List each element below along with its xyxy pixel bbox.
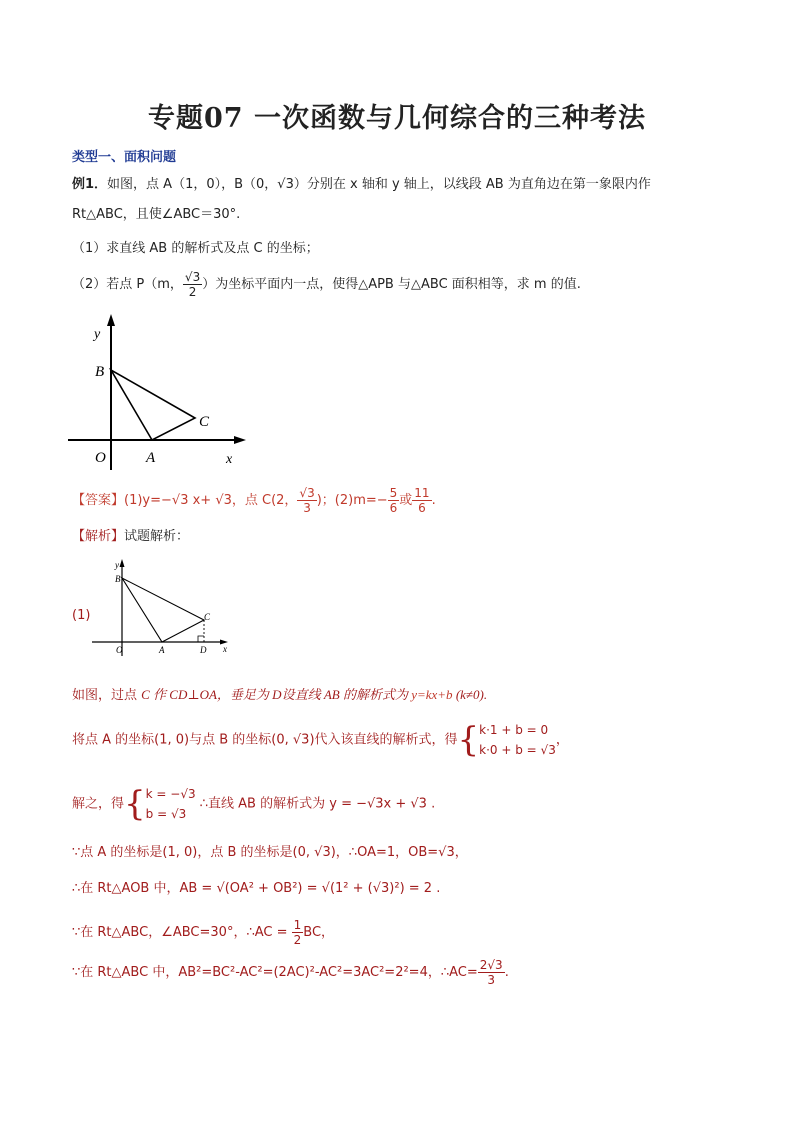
label-a: A <box>146 450 156 466</box>
example-label: 例1． <box>72 177 108 192</box>
l2-text: 将点 A 的坐标(1, 0)与点 B 的坐标(0, √3)代入该直线的解析式，得 <box>72 732 458 748</box>
label-d: D <box>200 645 207 655</box>
fraction-m2 <box>412 486 431 515</box>
frac-den: 6 <box>389 501 398 515</box>
part-1-label: (1) <box>72 608 91 623</box>
label-a: A <box>159 645 165 655</box>
fraction-m1 <box>388 486 400 515</box>
system-2-eq-a: k = −√3 <box>145 787 196 801</box>
answer-text1: (1)y=−√3 x+ √3，点 C(2， <box>124 493 298 508</box>
label-y: y <box>115 560 119 570</box>
answer-tag: 【答案】 <box>72 493 125 508</box>
triangle-abc <box>122 578 204 642</box>
system-1 <box>479 720 556 760</box>
label-c: C <box>199 414 210 430</box>
analysis-line-1 <box>72 686 487 705</box>
l1-post: (k≠0). <box>452 687 488 702</box>
l1-pre: 如图，过点 <box>72 688 142 703</box>
label-x: x <box>226 452 233 467</box>
l3-post: ∴直线 AB 的解析式为 y = −√3x + √3 . <box>199 796 436 812</box>
system-1-eq-b: k·0 + b = √3 <box>479 743 556 757</box>
fraction-half <box>292 918 304 947</box>
analysis-line-7 <box>72 958 509 987</box>
frac-den: 6 <box>418 501 426 515</box>
q2-post: ）为坐标平面内一点，使得△APB 与△ABC 面积相等，求 m 的值. <box>202 277 581 292</box>
system-2-eq-b: b = √3 <box>145 807 187 821</box>
frac-num: 11 <box>414 486 430 500</box>
fraction-q2 <box>183 270 202 299</box>
analysis-tag: 【解析】 <box>72 529 125 544</box>
page-title: 专题07 一次函数与几何综合的三种考法 <box>148 103 646 134</box>
analysis-line-4: ∵点 A 的坐标是(1, 0)，点 B 的坐标是(0, √3)，∴OA=1，OB=√3， <box>72 845 468 860</box>
q2-pre: （2）若点 P（m， <box>72 277 183 292</box>
frac-num: √3 <box>184 270 201 284</box>
example-line2: Rt△ABC，且使∠ABC＝30°. <box>72 207 241 222</box>
frac-den: 2 <box>293 933 302 947</box>
label-o: O <box>116 645 123 655</box>
question-2 <box>72 270 581 299</box>
label-x: x <box>223 644 227 654</box>
example-line1 <box>72 176 651 194</box>
y-axis-arrow <box>120 559 125 567</box>
question-1: （1）求直线 AB 的解析式及点 C 的坐标； <box>72 241 319 256</box>
l1-equation: y=kx+b <box>411 687 453 702</box>
frac-num: √3 <box>299 486 315 500</box>
label-c: C <box>204 612 211 622</box>
analysis-line <box>72 528 189 546</box>
l6-post: BC， <box>303 925 335 940</box>
answer-text3: 或 <box>399 493 413 508</box>
fraction-ac <box>478 958 505 987</box>
frac-den: 3 <box>487 973 496 987</box>
frac-num: 1 <box>293 918 302 932</box>
triangle-abc <box>111 370 195 440</box>
answer-text2: )；(2)m=− <box>316 493 388 508</box>
label-o: O <box>95 450 106 466</box>
frac-den: 3 <box>303 501 311 515</box>
x-axis-arrow <box>234 436 246 444</box>
analysis-line-3 <box>72 784 435 824</box>
label-b: B <box>115 574 121 584</box>
analysis-line-5: ∴在 Rt△AOB 中，AB = √(OA² + OB²) = √(1² + (√3)²) = 2 . <box>72 881 441 896</box>
l7-post: . <box>504 965 509 980</box>
y-axis-arrow <box>107 314 115 326</box>
system-1-eq-a: k·1 + b = 0 <box>479 723 549 737</box>
answer-line <box>72 486 436 515</box>
answer-text4: . <box>431 493 436 508</box>
example-text: 如图，点 A（1，0），B（0，√3）分别在 x 轴和 y 轴上，以线段 AB 为直角边在第一象限内作 <box>107 177 651 192</box>
analysis-line-6 <box>72 918 334 947</box>
system-brace: { <box>457 720 480 760</box>
l7-pre: ∵在 Rt△ABC 中，AB²=BC²-AC²=(2AC)²-AC²=3AC²=2²=4，∴AC= <box>72 965 478 980</box>
right-angle-mark <box>198 636 204 642</box>
analysis-line-2: 将点 A 的坐标(1, 0)与点 B 的坐标(0, √3)代入该直线的解析式，得{ k·1 + b = 0 k·0 + b = √3 ， <box>72 720 569 760</box>
frac-num: 5 <box>389 486 398 500</box>
label-y: y <box>94 327 101 342</box>
frac-den: 2 <box>188 285 197 299</box>
figure-triangle-with-d <box>92 556 232 660</box>
frac-num: 2√3 <box>479 958 503 972</box>
l6-pre: ∵在 Rt△ABC，∠ABC=30°，∴AC = <box>72 925 292 940</box>
section-heading: 类型一、面积问题 <box>72 150 177 165</box>
l1-mid: C 作 CD⊥OA，垂足为 D设直线 AB 的解析式为 <box>141 687 412 702</box>
fraction-c-y <box>297 486 316 515</box>
label-b: B <box>95 364 105 380</box>
system-brace: { <box>124 784 146 824</box>
system-2 <box>146 784 196 824</box>
l3-pre: 解之，得 <box>72 796 125 812</box>
figure-triangle-axes <box>68 312 253 472</box>
analysis-intro: 试题解析： <box>124 529 190 544</box>
